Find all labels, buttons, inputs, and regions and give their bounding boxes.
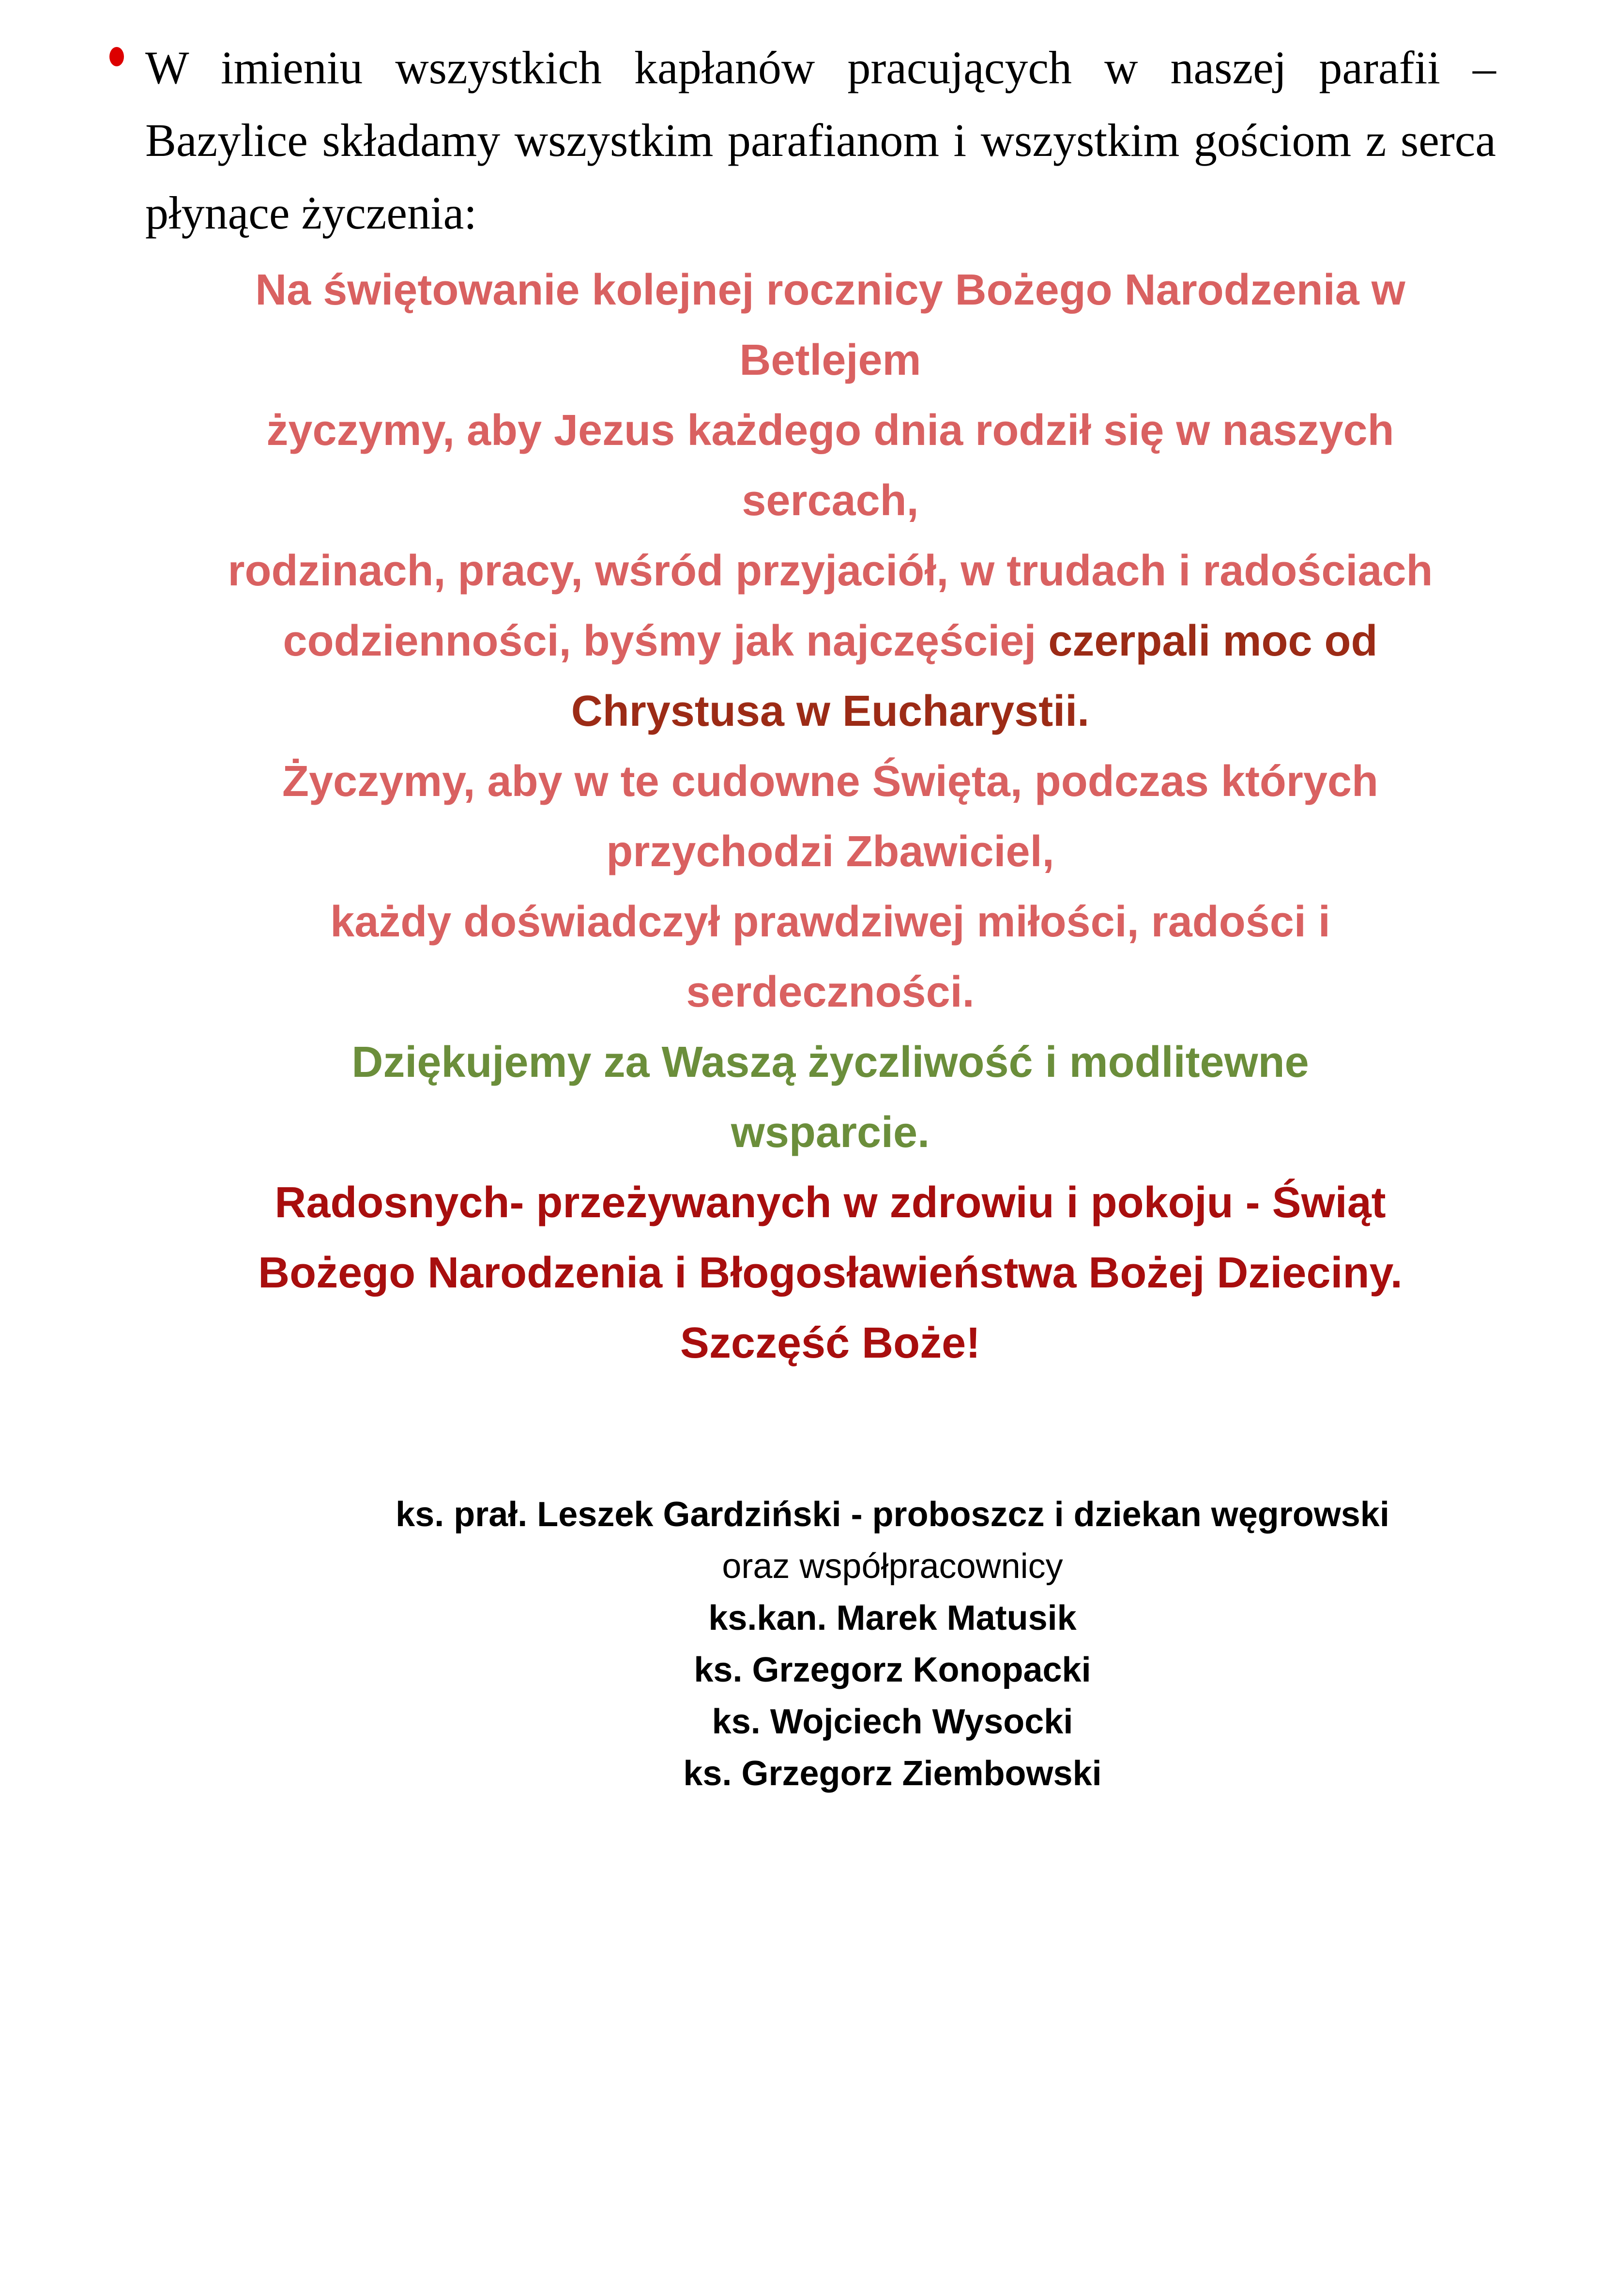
signature-block	[232, 1489, 1553, 1800]
text-segment: ks. Grzegorz Ziembowski	[683, 1754, 1102, 1793]
wish-line	[147, 887, 1514, 957]
text-segment: ks. prał. Leszek Gardziński - proboszcz i dziekan węgrowski	[396, 1495, 1389, 1534]
wish-line	[147, 1098, 1514, 1168]
text-segment: ks. Wojciech Wysocki	[712, 1702, 1073, 1741]
wish-line	[147, 1308, 1514, 1378]
wish-line	[147, 466, 1514, 536]
signature-line	[232, 1541, 1553, 1592]
page	[0, 31, 1601, 2296]
text-segment: Radosnych- przeżywanych w zdrowiu i pokoju - Świąt	[274, 1179, 1386, 1227]
signature-line	[232, 1748, 1553, 1800]
intro-text: W imieniu wszystkich kapłanów pracujących w naszej parafii – Bazylice składamy wszystkim parafianom i wszystkim gościom z serca płynące życzenia:	[145, 42, 1496, 239]
text-segment: Bożego Narodzenia i Błogosławieństwa Bożej Dzieciny.	[258, 1249, 1403, 1297]
text-segment: życzymy, aby Jezus każdego dnia rodził się w naszych	[266, 406, 1394, 455]
text-segment: czerpali moc od	[1048, 617, 1378, 665]
wish-line	[147, 1238, 1514, 1308]
wish-line	[147, 817, 1514, 887]
text-segment: Dziękujemy za Waszą życzliwość i modlitewne	[351, 1038, 1309, 1087]
signature-line	[232, 1696, 1553, 1748]
wish-line	[147, 536, 1514, 606]
bullet-icon	[109, 47, 124, 66]
text-segment: oraz współpracownicy	[722, 1547, 1063, 1586]
text-segment: Życzymy, aby w te cudowne Święta, podczas których	[282, 757, 1379, 806]
wish-line	[147, 606, 1514, 676]
text-segment: rodzinach, pracy, wśród przyjaciół, w trudach i radościach	[228, 547, 1433, 595]
wish-line	[147, 396, 1514, 466]
wishes-block	[147, 255, 1514, 1378]
wish-line	[147, 1168, 1514, 1238]
intro-paragraph	[145, 31, 1496, 249]
text-segment: wsparcie.	[731, 1108, 930, 1157]
wish-line	[147, 1027, 1514, 1098]
wish-line	[147, 325, 1514, 396]
text-segment: każdy doświadczył prawdziwej miłości, radości i	[330, 898, 1330, 946]
wish-line	[147, 255, 1514, 325]
text-segment: serdeczności.	[686, 968, 975, 1016]
text-segment: Szczęść Boże!	[680, 1319, 981, 1367]
signature-line	[232, 1644, 1553, 1696]
signature-line	[232, 1592, 1553, 1644]
wish-line	[147, 676, 1514, 747]
text-segment: ks.kan. Marek Matusik	[708, 1599, 1077, 1638]
text-segment: Chrystusa w Eucharystii.	[571, 687, 1090, 735]
text-segment: przychodzi Zbawiciel,	[606, 827, 1054, 876]
wish-line	[147, 747, 1514, 817]
text-segment: sercach,	[742, 476, 919, 525]
text-segment: Na świętowanie kolejnej rocznicy Bożego Narodzenia w	[255, 266, 1405, 314]
text-segment: ks. Grzegorz Konopacki	[694, 1651, 1091, 1689]
signature-line	[232, 1489, 1553, 1541]
wish-line	[147, 957, 1514, 1027]
text-segment: codzienności, byśmy jak najczęściej	[283, 617, 1049, 665]
text-segment: Betlejem	[739, 336, 921, 384]
